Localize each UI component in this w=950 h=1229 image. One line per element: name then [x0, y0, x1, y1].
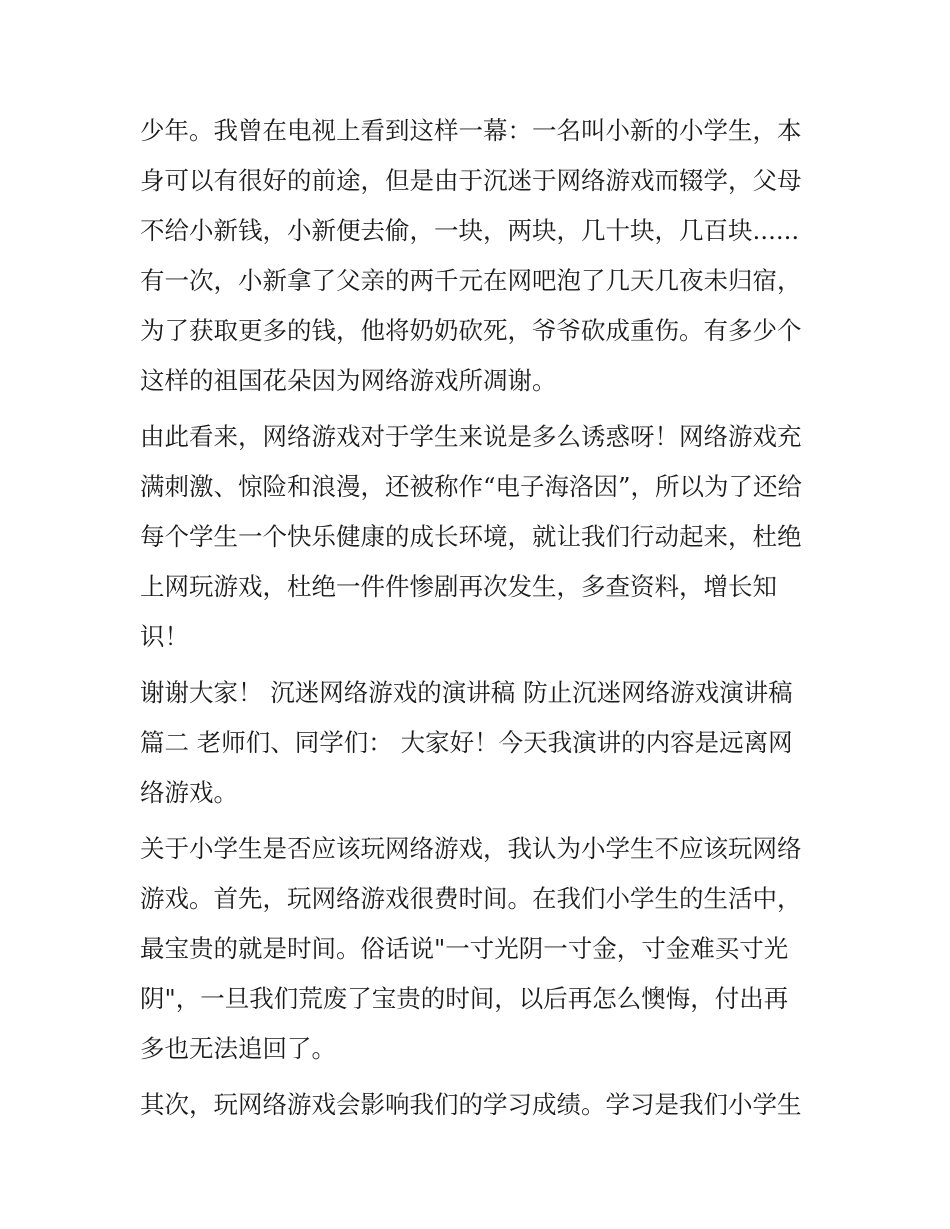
- document-body: [140, 106, 820, 1136]
- paragraph-2: 由此看来，网络游戏对于学生来说是多么诱惑呀！网络游戏充 满刺激、惊险和浪漫，还被称作“电子海洛因”，所以为了还给 每个学生一个快乐健康的成长环境，就让我们行动起来，杜绝 上网玩游戏，杜绝一件件惨剧再次发生，多查资料，增长知 识！: [140, 422, 803, 651]
- paragraph-5: 其次，玩网络游戏会影响我们的学习成绩。学习是我们小学生: [140, 1090, 802, 1119]
- paragraph-4: 关于小学生是否应该玩网络游戏，我认为小学生不应该玩网络 游戏。首先，玩网络游戏很费时间。在我们小学生的生活中， 最宝贵的就是时间。俗话说"一寸光阴一寸金，寸金难买寸光 阴"，一旦我们荒废了宝贵的时间，以后再怎么懊悔，付出再 多也无法追回了。: [140, 834, 802, 1063]
- paragraph-3: 谢谢大家！ 沉迷网络游戏的演讲稿 防止沉迷网络游戏演讲稿 篇二 老师们、同学们： 大家好！今天我演讲的内容是远离网 络游戏。: [140, 678, 793, 807]
- paragraph-1: 少年。我曾在电视上看到这样一幕：一名叫小新的小学生，本 身可以有很好的前途，但是由于沉迷于网络游戏而辍学，父母 不给小新钱，小新便去偷，一块，两块，几十块，几百块...... 有一次，小新拿了父亲的两千元在网吧泡了几天几夜未归宿， 为了获取更多的钱，他将奶奶砍死，爷爷砍成重伤。有多少个 这样的祖国花朵因为网络游戏所凋谢。: [140, 116, 802, 395]
